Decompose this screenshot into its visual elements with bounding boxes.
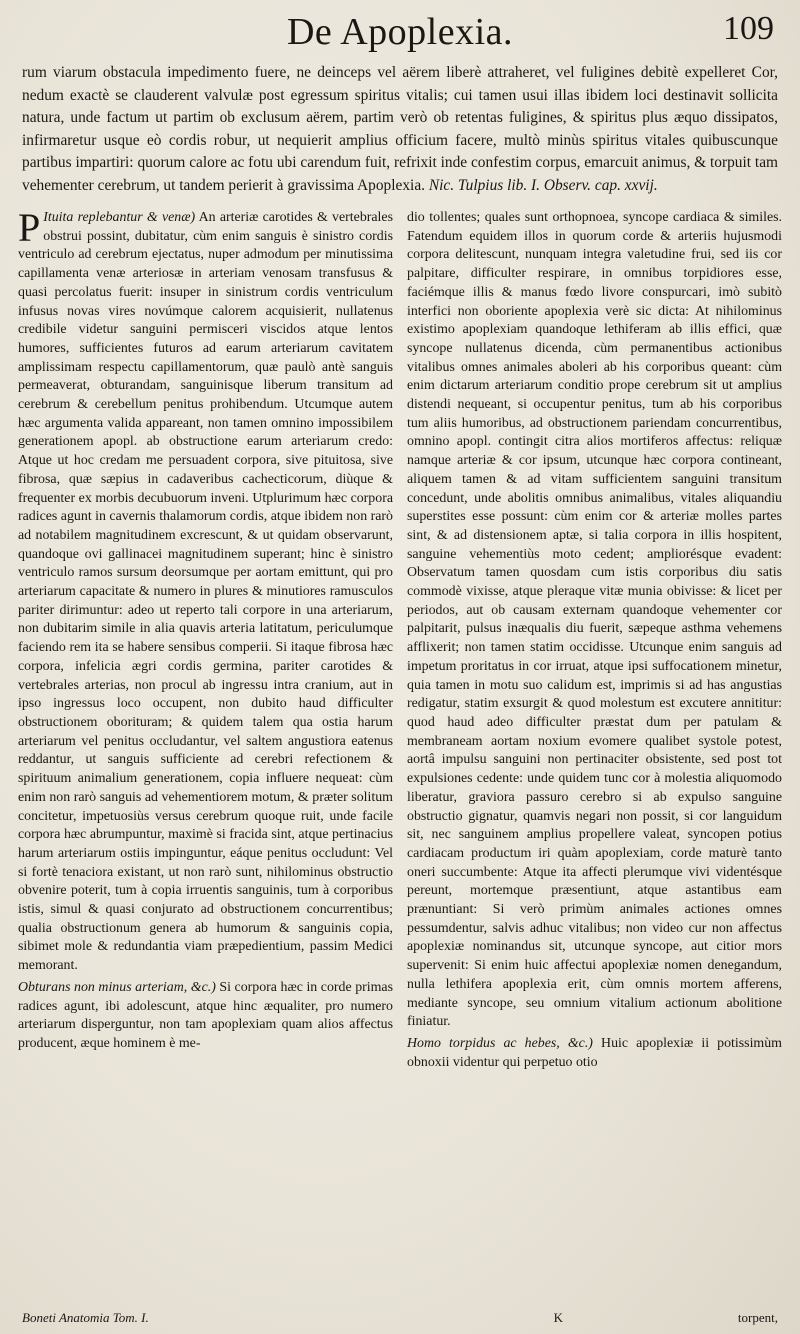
lemma: Ituita replebantur & venæ) (43, 210, 196, 225)
page-title: De Apoplexia. (286, 11, 513, 53)
lemma: Homo torpidus ac hebes, &c.) (407, 1035, 593, 1051)
commentary-columns (18, 205, 782, 1072)
commentary-paragraph (18, 205, 393, 976)
commentary-paragraph (407, 209, 782, 1032)
paragraph-text: An arteriæ carotides & vertebrales obstrui possint, dubitatur, cùm enim sanguis è sinistro cordis ventriculo ad cerebrum ejectatus, nuper admodum per minutissima capillamenta venæ arteriosæ in arteriam venosam transfusus & quasi percolatus fuerit: insuper in sinistrum cordis ventriculum infusus novas vires novúmque calorem acquisierit, nullatenus credibile videtur sanguini permisceri viscidos atque lentos humores, sufficientes futuros ad earum arteriarum cavitatem amplissimam respectu capillamentorum, quæ paulò antè sanguis permeaverat, obturandam, sanguinisque liberum transitum ad cerebrum & cerebellum penitus prohibendum. Utcumque autem hæc argumenta valida appareant, non tamen omnino impossibilem generationem apopl. ab obstructione earum arteriarum credo: Atque ut hoc credam me persuadent corpora, sive pituitosa, sive fibrosa, quæ sæpius in cadaveribus cachecticorum, diùque & frequenter ex morbis decubuorum inveni. Utplurimum hæc corpora radices agunt in cavernis thalamorum cordis, atque ibidem non rarò ad notabilem magnitudinem excrescunt, & ut quidam observarunt, quandoque ovi gallinacei magnitudinem superant; hinc è sinistro ventriculo ramos sursum deorsumque per aortam emittunt, qui pro arteriarum capacitate & numero in plures & minutiores ramusculos pariter dirimuntur: adeo ut reperto tali corpore in una arteriarum, non dubitarim simile in alia quavis arteria latitatum, periculumque faciendo rem ita se habere sensibus comperii. Si itaque fibrosa hæc corpora, infelicia ægri cordis germina, pariter carotides & vertebrales arterias, non procul ab ingressu intra cranium, aut in ipso ingressus loco occupent, non dubito haud difficulter obstructionem oborituram; & quidem talem qua ostia harum arteriarum vel penitus occludantur, vel saltem angustiora eatenus reddantur, ut sanguis sufficiente ad cerebri refectionem & spirituum animalium generationem, copia influere nequeat: cùm enim non rarò sanguis ad vehementiorem motum, & præter solitum concitetur, impetuosiùs versus cerebrum quoque ruit, unde facile corpora hæc abrumpuntur, maximè si fracida sint, atque pertinacius harum arteriarum ostiis impinguntur, eáque penitus occludunt: Vel si fortè tenaciora existant, ut non rarò sunt, nihilominus obstructio obvenire poterit, tum à copia irruentis sanguinis, tum à corporibus istis, simul & quasi conjurato ad obstructionem concurrentibus; qualia obstructionum genera ab humorum & sanguinis copia, sibimet mole & redundantia viam præpedientium, passim Medici memorant. (18, 210, 393, 974)
right-column (407, 209, 782, 1072)
intro-paragraph (22, 62, 778, 197)
paragraph-text: dio tollentes; quales sunt orthopnoea, syncope cardiaca & similes. Fatendum equidem illos in quorum corde & arteriis hujusmodi corpora delitescunt, nunquam integra valetudine frui, sed iis cor palpitare, difficulter respirare, in omnibus torpidiores esse, faciémque illis & manus fœdo livore conspurcari, imò subitò interfici non oboriente apoplexia verè sic dicta: At nihilominus existimo apoplexiam quandoque lethiferam ab illis effici, quæ syncope nullatenus dicenda, cùm permanentibus actionibus vitalibus omnes animales aboleri ab his corporibus queant: cùm enim dictarum arteriarum conditio prope cerebrum sit ut amplius distendi nequeant, si occupentur penitus, tum ab his corporibus tum aliis humoribus, ad obstructionem pariendam concurrentibus, omnino apopl. contingit citra alios mortiferos affectus: reliquæ namque arteriæ & cor ipsum, utcunque hæc corpora contineant, aliquem tamen & ad vitam sufficientem sanguini transitum concedunt, unde abolitis omnibus animalibus, vitales aliquandiu superstites esse possunt: cùm enim cor & arteriæ molles partes sint, & ad distensionem aptæ, si talia corpora in illis hospitent, sanguine vehementiùs moto cedent; ampliorésque evadent: Observatum tamen quosdam cum istis corporibus diu satis commodè vixisse, atque pleraque vitæ munia obivisse: & licet per periodos, aut ob causam externam quandoque vehementer cor palpitarit, pulsus inæqualis diu fuerit, sæpeque asthma vehemens afflixerit; non tamen statim occidisse. Utcunque enim sanguis ad impetum proritatus in cor irruat, atque ipsi suffocationem minetur, quia tamen in motu suo calidum est, imprimis si ad has angustias redigatur, statim exsurgit & quod molestum est excutere annititur: quod haud adeo difficulter præstat dum per patulam & membraneam aortam noxium evomere qualibet systole potest, aortâ impulsu sanguini non pertinaciter obsistente, sed post tot expulsiones cedente: unde quidem tunc cor à molestia aliquomodo liberatur, graviora passuro cerebro si ab expulso sanguine obstructio gignatur, quamvis negari non possit, si cor languidum sit, nec sanguinem amplius propellere valeat, syncopen potius cardiacam productum iri quàm apoplexiam, corde maturè tanto oneri succumbente: Atque ita affecti plerumque vivi videntésque pereunt, mortemque præsentiunt, atque astantibus eam prænuntiant: Si verò primùm animales actiones omnes pessumdentur, salvis adhuc vitalibus; non video cur non affectus apoplexiæ nominandus sit, utcunque syncope, aut citior mors supervenit: Si enim huic affectui apoplexiæ nomen denegandum, nulla lethifera apoplexia erit, cùm omnis mortem afferens, mediante syncope, seu omnium vitalium actionum abolitione finiatur. (407, 210, 782, 1030)
page-number: 109 (723, 10, 774, 47)
paragraph-text: Huic apoplexiæ ii potissimùm obnoxii videntur qui perpetuo otio (407, 1035, 782, 1070)
commentary-paragraph (407, 1035, 782, 1072)
left-column (18, 205, 393, 1072)
signature-mark: K (553, 1310, 564, 1325)
intro-citation: Nic. Tulpius lib. I. Observ. cap. xxvij. (428, 176, 658, 194)
drop-cap: P (18, 205, 41, 250)
footer-source: Boneti Anatomia Tom. I. (22, 1310, 149, 1325)
commentary-paragraph (18, 979, 393, 1054)
page-footer (22, 1310, 778, 1326)
intro-text: rum viarum obstacula impedimento fuere, ne deinceps vel aërem liberè attraheret, vel fuligines debitè expelleret Cor, nedum exactè se clauderent valvulæ post egressum spiritus vitalis; cui tamen usui illas ibidem loci destinavit sollicita natura, unde factum ut partim ob exclusum aërem, partim verò ob retentas fuligines, & spiritus plus æquo dissipatos, infirmaretur usque eò cordis robur, ut nequierit amplius officium facere, multò minùs spiritus vitales quibuscunque partibus impartiri: quorum calore ac fotu ubi carendum fuit, refrixit inde confestim corpus, emarcuit animus, & torpuit tam vehementer cerebrum, ut tandem perierit à gravissima Apoplexia. (22, 64, 778, 194)
lemma: Obturans non minus arteriam, &c.) (18, 979, 216, 995)
catchword: torpent, (737, 1310, 778, 1325)
paragraph-text: Si corpora hæc in corde primas radices agunt, ibi adolescunt, atque hinc æqualiter, pro numero arteriarum disperguntur, non tam apoplexiam quam alios affectus producent, æque hominem è me- (18, 979, 393, 1051)
running-header (18, 0, 782, 60)
